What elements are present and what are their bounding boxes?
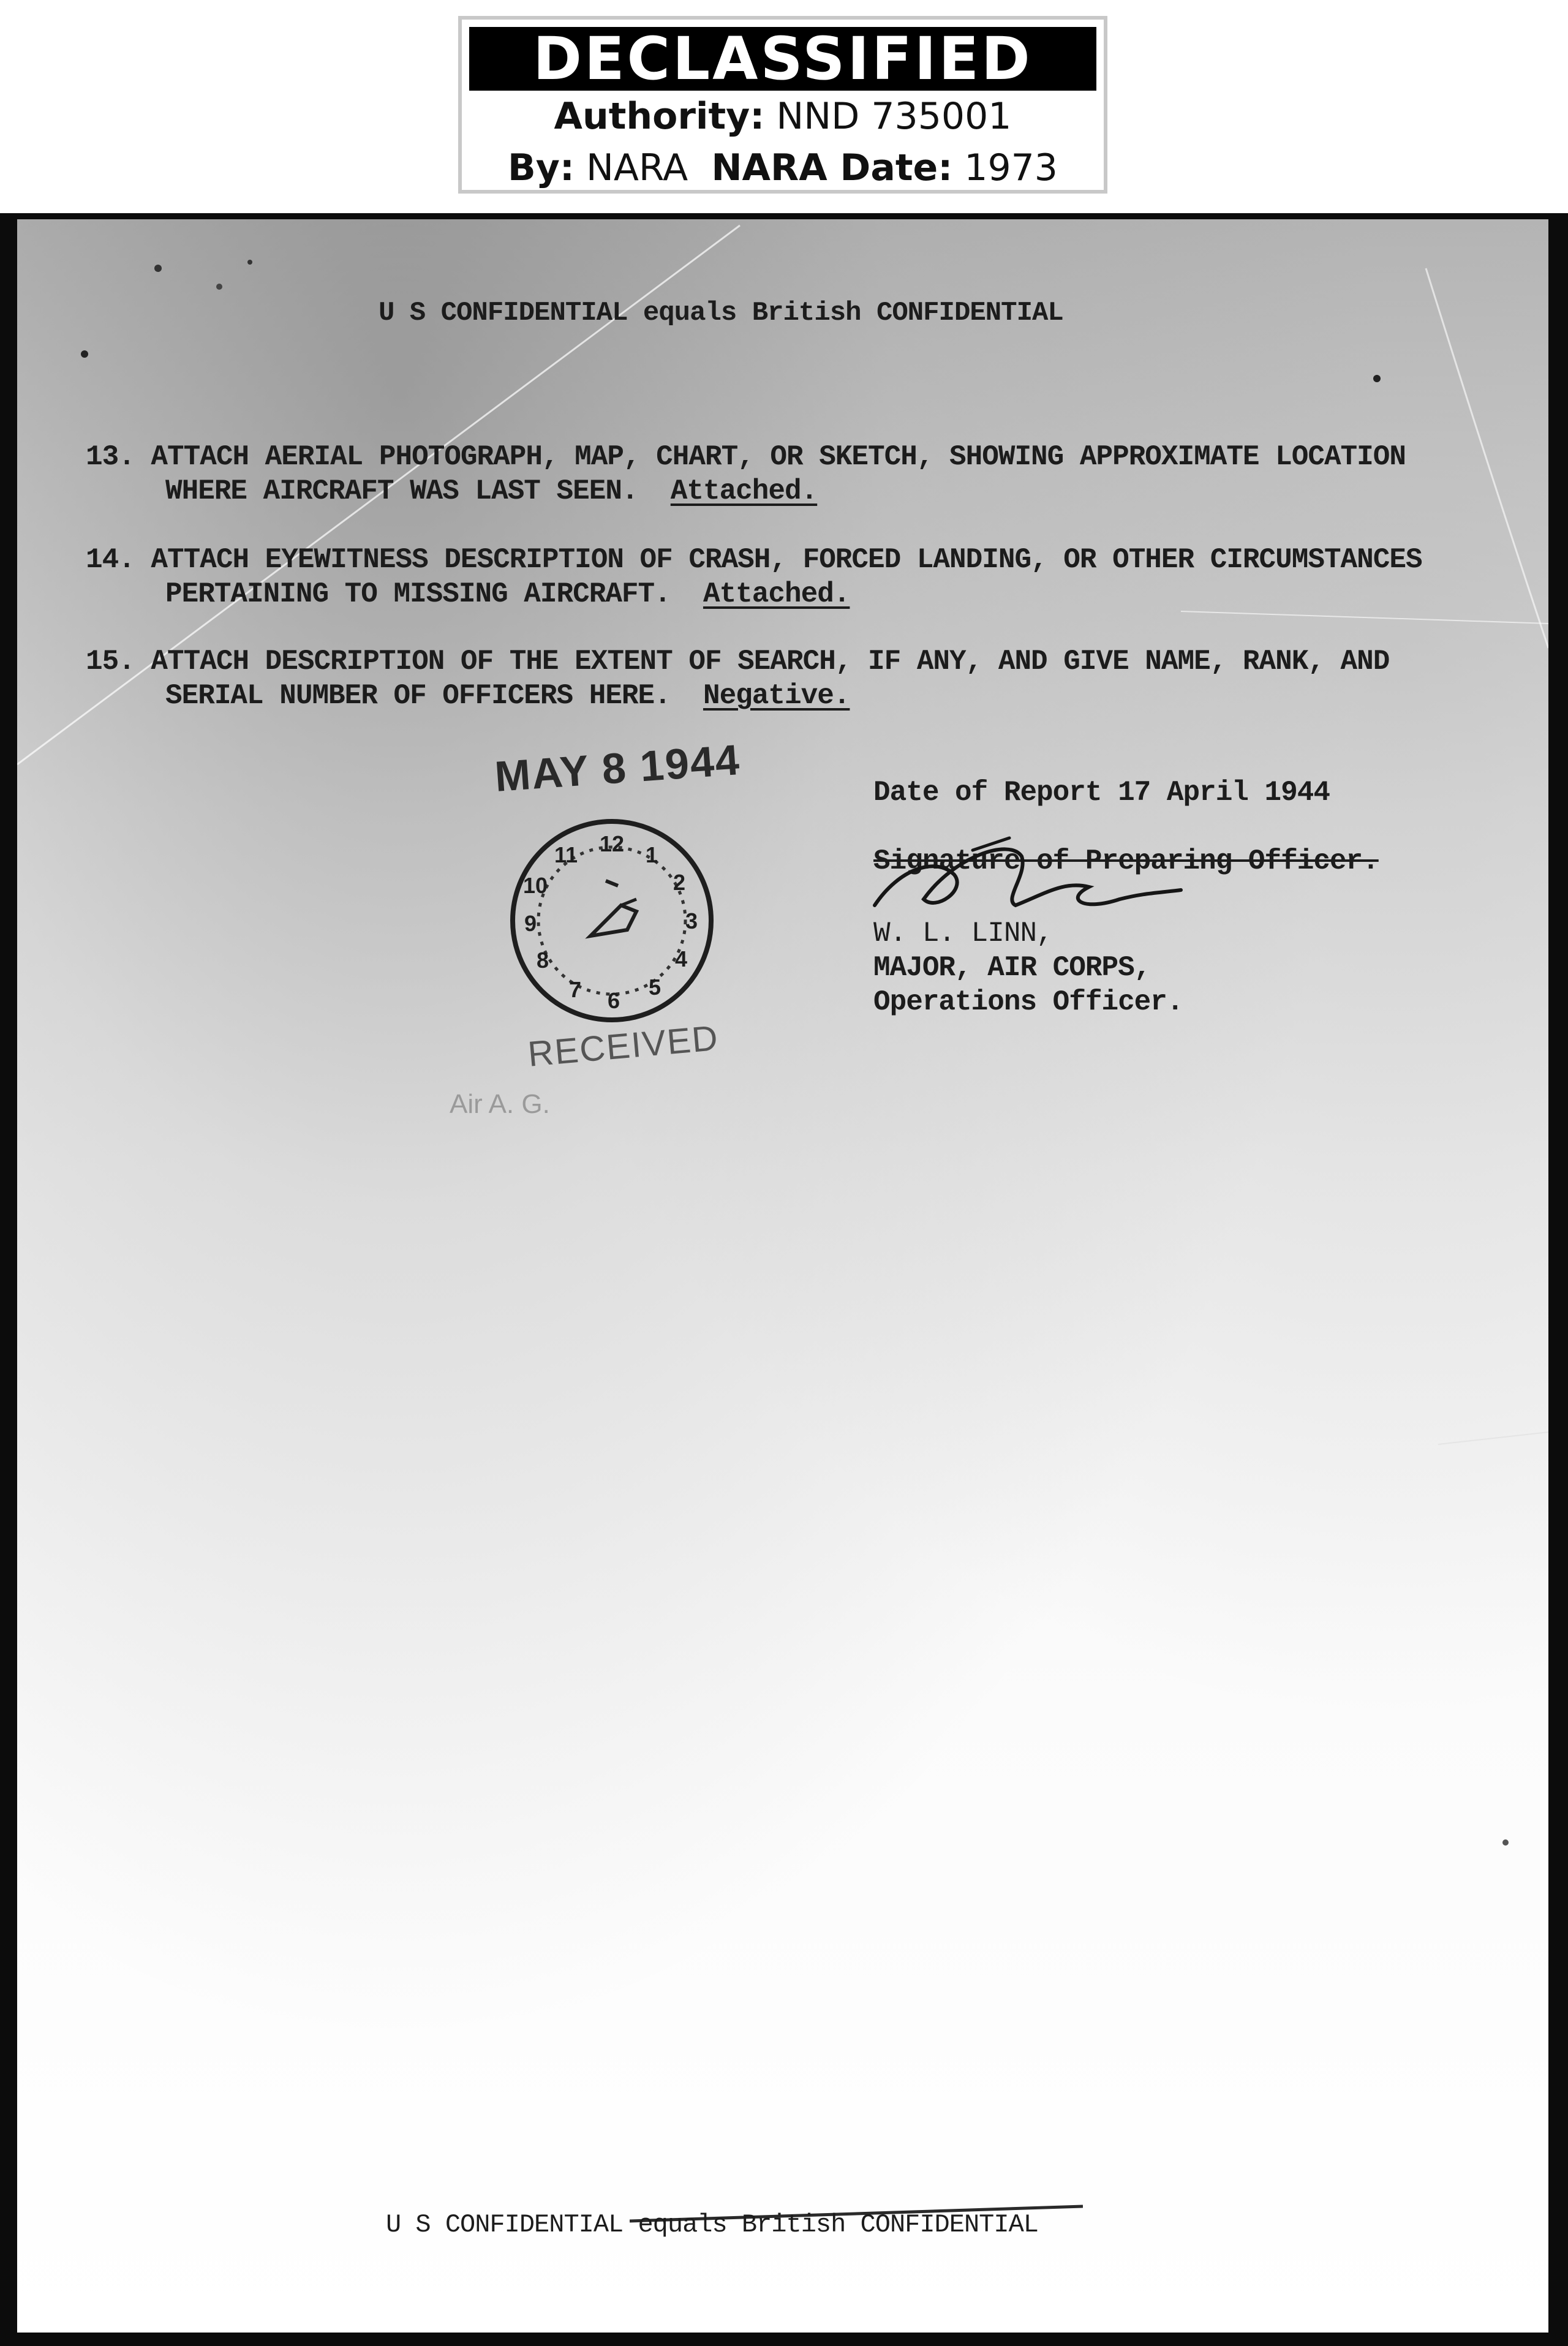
paper-crease-marks xyxy=(17,219,1548,2333)
svg-text:11: 11 xyxy=(554,842,578,867)
svg-text:4: 4 xyxy=(674,946,688,971)
report-date: Date of Report 17 April 1944 xyxy=(873,777,1330,809)
svg-text:7: 7 xyxy=(568,977,582,1002)
svg-text:2: 2 xyxy=(673,870,686,895)
item-15-line1: 15. ATTACH DESCRIPTION OF THE EXTENT OF SEARCH, IF ANY, AND GIVE NAME, RANK, AND xyxy=(86,646,1390,677)
officer-rank: MAJOR, AIR CORPS, xyxy=(873,952,1151,984)
svg-text:5: 5 xyxy=(648,975,662,1000)
svg-text:3: 3 xyxy=(685,908,698,933)
stamp-received: RECEIVED xyxy=(526,1017,721,1074)
svg-text:8: 8 xyxy=(536,948,549,973)
officer-name: W. L. LINN, xyxy=(873,918,1053,949)
confidential-footer: U S CONFIDENTIAL equals British CONFIDENTIAL xyxy=(386,2210,1038,2239)
item-14-line1: 14. ATTACH EYEWITNESS DESCRIPTION OF CRASH, FORCED LANDING, OR OTHER CIRCUMSTANCES xyxy=(86,544,1422,576)
authority-label: Authority: xyxy=(554,95,765,138)
signature-line-text: Signature of Preparing Officer. xyxy=(873,845,1379,877)
by-label: By: xyxy=(508,146,575,189)
item-13-line2 xyxy=(165,475,817,507)
confidential-header: U S CONFIDENTIAL equals British CONFIDENTIAL xyxy=(379,298,1063,328)
svg-text:9: 9 xyxy=(524,911,537,936)
nara-date-value: 1973 xyxy=(964,146,1058,189)
item-15-line2-text: SERIAL NUMBER OF OFFICERS HERE. xyxy=(165,680,671,712)
nara-date-label: NARA Date: xyxy=(711,146,953,189)
item-15-answer: Negative. xyxy=(703,680,850,712)
clock-stamp-icon xyxy=(505,813,719,1028)
item-14-line2-text: PERTAINING TO MISSING AIRCRAFT. xyxy=(165,578,671,610)
svg-text:6: 6 xyxy=(607,988,620,1013)
item-13-answer: Attached. xyxy=(670,475,818,507)
authority-value: NND 735001 xyxy=(776,95,1012,138)
svg-text:12: 12 xyxy=(599,831,625,856)
banner-title: DECLASSIFIED xyxy=(469,27,1096,91)
banner-by-date xyxy=(462,142,1104,194)
item-13-line1: 13. ATTACH AERIAL PHOTOGRAPH, MAP, CHART, OR SKETCH, SHOWING APPROXIMATE LOCATION xyxy=(86,441,1406,473)
stamp-date: MAY 8 1944 xyxy=(493,736,742,801)
item-14-line2 xyxy=(165,578,850,610)
svg-text:10: 10 xyxy=(522,873,548,898)
document-paper xyxy=(17,219,1548,2333)
item-14-answer: Attached. xyxy=(703,578,850,610)
declassified-banner xyxy=(458,16,1107,194)
svg-text:1: 1 xyxy=(645,842,658,867)
stamp-agency: Air A. G. xyxy=(450,1089,550,1119)
banner-authority xyxy=(462,91,1104,142)
by-value: NARA xyxy=(586,146,688,189)
officer-title: Operations Officer. xyxy=(873,986,1183,1018)
scanned-page xyxy=(0,213,1568,2346)
item-15-line2 xyxy=(165,680,850,712)
item-13-line2-text: WHERE AIRCRAFT WAS LAST SEEN. xyxy=(165,475,638,507)
